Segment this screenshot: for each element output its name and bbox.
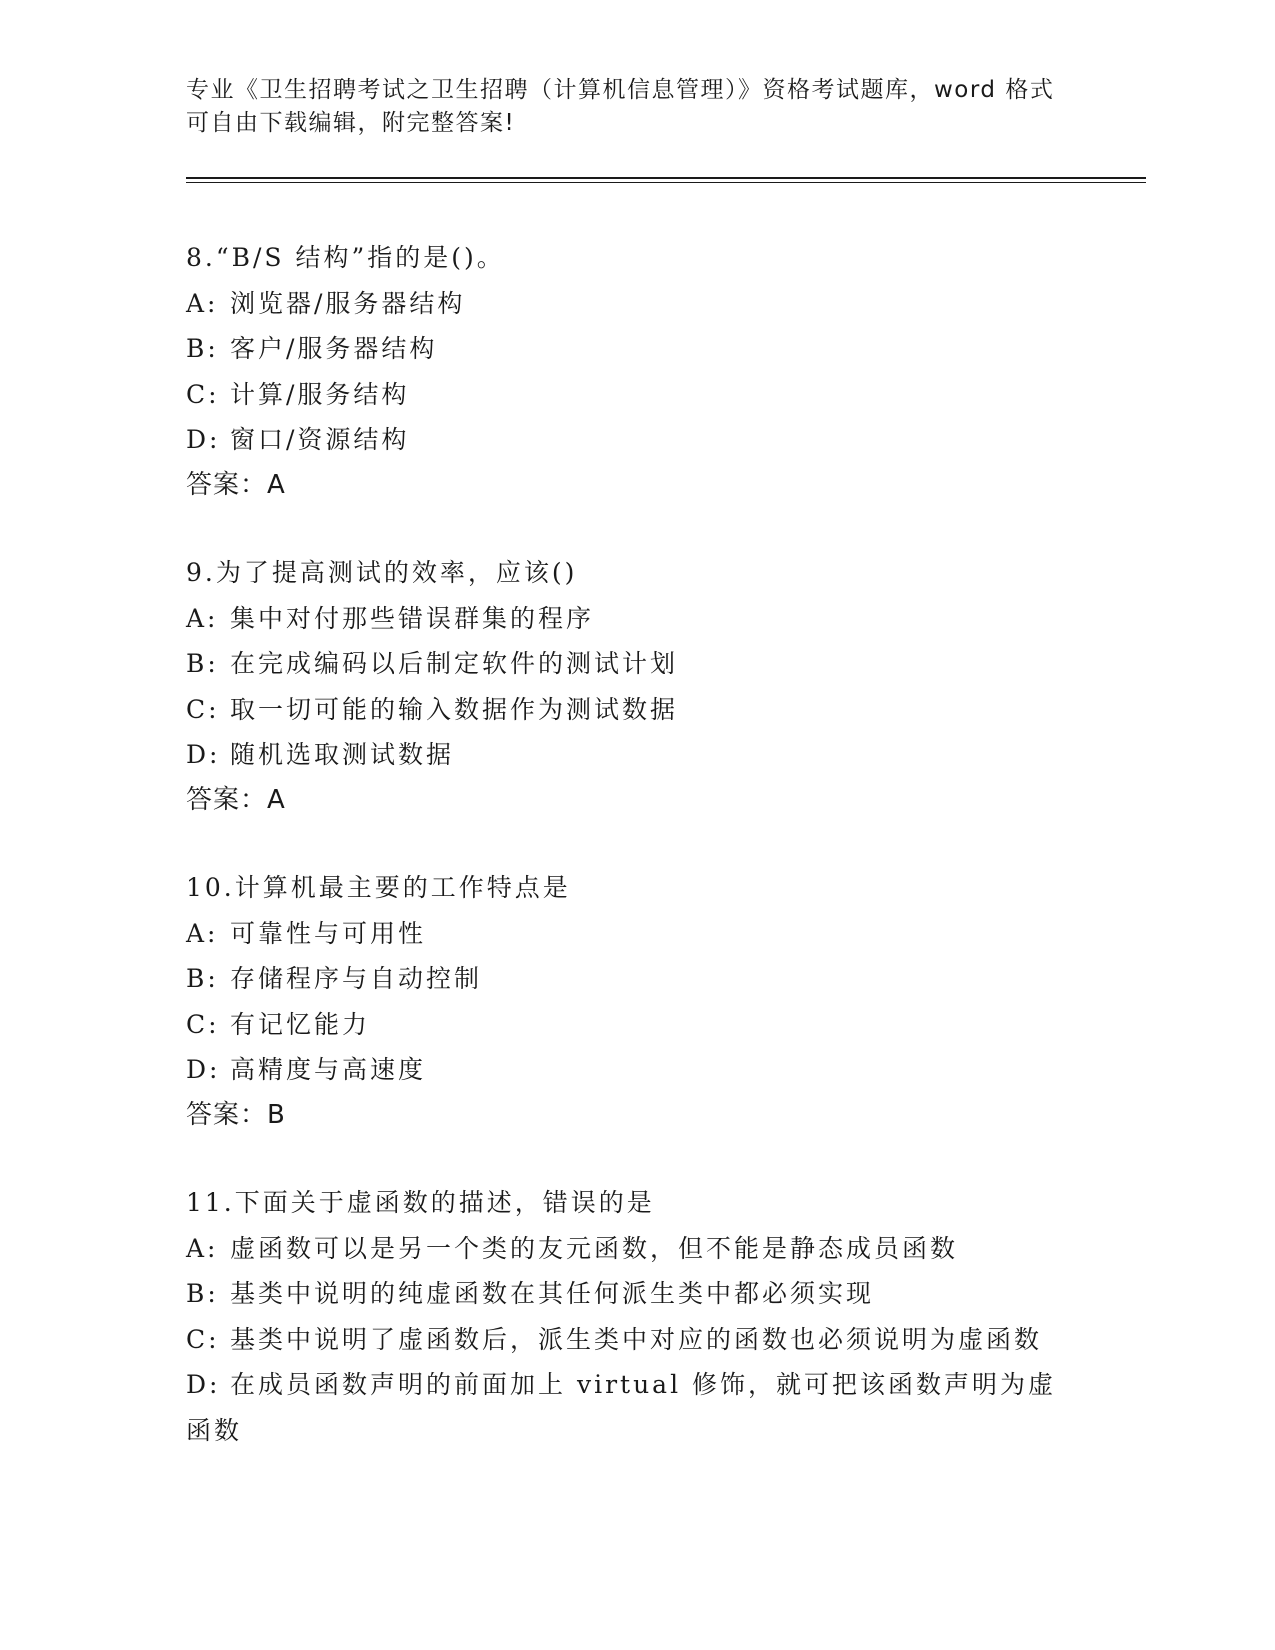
- option-a: [186, 596, 1086, 642]
- option-text: 存储程序与自动控制: [230, 964, 483, 993]
- option-c: [186, 372, 1086, 418]
- option-c: [186, 1002, 1086, 1048]
- option-b: [186, 641, 1086, 687]
- option-key: D:: [186, 740, 221, 769]
- option-key: D:: [186, 425, 221, 454]
- option-key: C:: [186, 1009, 220, 1039]
- option-key: D:: [186, 1055, 221, 1084]
- option-key: A:: [186, 918, 219, 948]
- header-divider-thick: [186, 177, 1146, 179]
- answer: 答案：A: [186, 469, 286, 500]
- option-text: 基类中说明了虚函数后，派生类中对应的函数也必须说明为虚函数: [230, 1324, 1043, 1354]
- option-text: 窗口/资源结构: [230, 425, 410, 454]
- answer: 答案：A: [186, 784, 286, 815]
- option-text: 在完成编码以后制定软件的测试计划: [230, 649, 679, 678]
- option-d: [186, 732, 1086, 778]
- option-text: 计算/服务结构: [230, 379, 410, 409]
- option-d: [186, 1362, 1066, 1453]
- option-text: 集中对付那些错误群集的程序: [230, 603, 595, 633]
- header-line-2: 可自由下载编辑，附完整答案!: [186, 110, 516, 136]
- option-text: 取一切可能的输入数据作为测试数据: [230, 694, 679, 724]
- header-divider-thin: [186, 182, 1146, 183]
- option-key: C:: [186, 694, 220, 724]
- option-key: A:: [186, 1233, 219, 1263]
- option-text: 基类中说明的纯虚函数在其任何派生类中都必须实现: [230, 1279, 875, 1308]
- option-key: C:: [186, 1324, 220, 1354]
- option-key: B:: [186, 649, 219, 678]
- answer: 答案：B: [186, 1099, 286, 1130]
- question-stem: 8.“B/S 结构”指的是()。: [186, 243, 505, 272]
- option-d: [186, 417, 1086, 463]
- option-key: A:: [186, 603, 219, 633]
- option-key: A:: [186, 288, 219, 318]
- question-stem: 11.下面关于虚函数的描述，错误的是: [186, 1188, 655, 1217]
- option-text: 浏览器/服务器结构: [230, 288, 466, 318]
- option-a: [186, 281, 1086, 327]
- option-b: [186, 326, 1086, 372]
- option-a: [186, 1226, 1086, 1272]
- document-header: [186, 74, 1066, 140]
- option-c: [186, 687, 1086, 733]
- option-text: 在成员函数声明的前面加上 virtual 修饰，就可把该函数声明为虚函数: [186, 1370, 1057, 1445]
- option-a: [186, 911, 1086, 957]
- option-b: [186, 956, 1086, 1002]
- option-key: B:: [186, 334, 219, 363]
- question-stem: 9.为了提高测试的效率，应该(): [186, 558, 578, 587]
- question-10: [186, 865, 1086, 1138]
- option-d: [186, 1047, 1086, 1093]
- option-text: 可靠性与可用性: [230, 918, 427, 948]
- option-text: 随机选取测试数据: [230, 740, 455, 769]
- option-key: C:: [186, 379, 220, 409]
- option-key: B:: [186, 964, 219, 993]
- option-c: [186, 1317, 1086, 1363]
- question-9: [186, 550, 1086, 823]
- option-text: 有记忆能力: [230, 1009, 371, 1039]
- question-11: [186, 1180, 1086, 1453]
- header-line-1: 专业《卫生招聘考试之卫生招聘（计算机信息管理）》资格考试题库，word 格式: [186, 77, 1055, 103]
- option-text: 高精度与高速度: [230, 1055, 427, 1084]
- option-text: 客户/服务器结构: [230, 334, 438, 363]
- option-key: D:: [186, 1370, 221, 1399]
- option-key: B:: [186, 1279, 219, 1308]
- question-list: [186, 235, 1086, 1495]
- question-8: [186, 235, 1086, 508]
- option-text: 虚函数可以是另一个类的友元函数，但不能是静态成员函数: [230, 1233, 959, 1263]
- question-stem: 10.计算机最主要的工作特点是: [186, 873, 571, 902]
- option-b: [186, 1271, 1086, 1317]
